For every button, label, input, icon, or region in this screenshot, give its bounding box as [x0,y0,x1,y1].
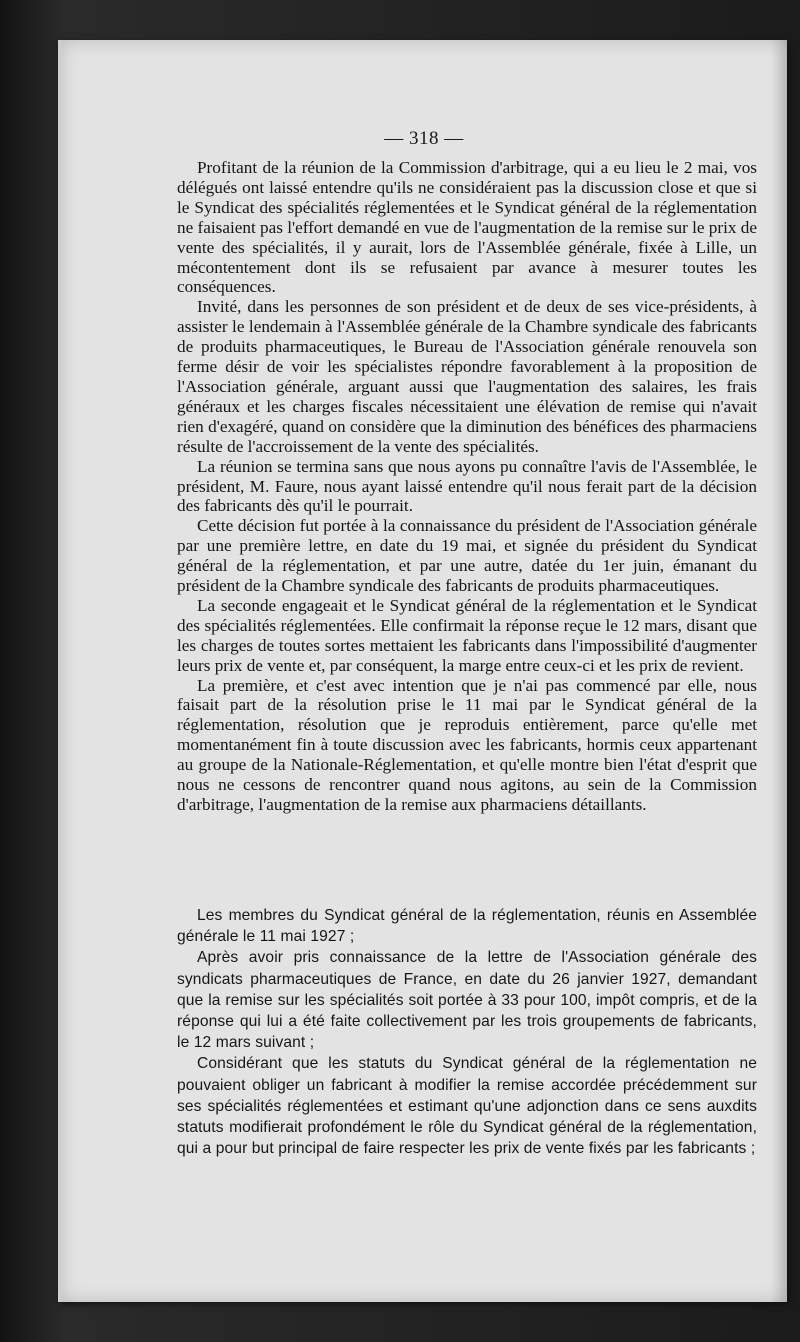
paragraph: La réunion se termina sans que nous ayons pu connaître l'avis de l'Assemblée, le président, M. Faure, nous ayant laissé entendre qu'il nous ferait part de la décision des fabricants dès qu'il le pourrait. [177,456,757,516]
document-page [58,40,787,1302]
resolution-quote [177,905,757,1159]
paragraph: La seconde engageait et le Syndicat général de la réglementation et le Syndicat des spécialités réglementées. Elle confirmait la réponse reçue le 12 mars, disant que les charges de toutes sortes mettaient les fabricants dans l'impossibilité d'augmenter leurs prix de vente et, par conséquent, la marge entre ceux-ci et les prix de revient. [177,595,757,675]
resolution-paragraph: Après avoir pris connaissance de la lettre de l'Association générale des syndicats pharmaceutiques de France, en date du 26 janvier 1927, demandant que la remise sur les spécialités soit portée à 33 pour 100, impôt compris, et de la réponse qui lui a été faite collectivement par les trois groupements de fabricants, le 12 mars suivant ; [177,949,757,1052]
page-edge-shadow [771,40,787,1302]
report-body [177,158,757,815]
resolution-paragraph: Les membres du Syndicat général de la réglementation, réunis en Assemblée générale le 11 mai 1927 ; [177,907,757,946]
page-number: — 318 — [384,128,464,149]
paragraph: La première, et c'est avec intention que je n'ai pas commencé par elle, nous faisait part de la résolution prise le 11 mai par le Syndicat général de la réglementation, résolution que je reproduis entièrement, parce qu'elle met momentanément fin à toute discussion avec les fabricants, hormis ceux appartenant au groupe de la Nationale-Réglementation, et qu'elle montre bien l'état d'esprit que nous ne cessons de rencontrer quand nous agitons, au sein de la Commission d'arbitrage, l'augmentation de la remise aux pharmaciens détaillants. [177,675,757,814]
paragraph: Cette décision fut portée à la connaissance du président de l'Association générale par une première lettre, en date du 19 mai, et signée du président du Syndicat général de la réglementation, et par une autre, datée du 1er juin, émanant du président de la Chambre syndicale des fabricants de produits pharmaceutiques. [177,516,757,596]
paragraph: Profitant de la réunion de la Commission d'arbitrage, qui a eu lieu le 2 mai, vos délégués ont laissé entendre qu'ils ne considéraient pas la discussion close et que si le Syndicat des spécialités réglementées et le Syndicat général de la réglementation ne faisaient pas l'effort demandé en vue de l'augmentation de la remise sur le prix de vente des spécialités, il y aurait, lors de l'Assemblée générale, fixée à Lille, un mécontentement dont ils se refusaient par avance à mesurer toutes les conséquences. [177,158,758,297]
resolution-paragraph: Considérant que les statuts du Syndicat général de la réglementation ne pouvaient obliger un fabricant à modifier la remise accordée précédemment sur ses spécialités réglementées et estimant qu'une adjonction dans ce sens auxdits statuts modifierait profondément le rôle du Syndicat général de la réglementation, qui a pour but principal de faire respecter les prix de vente fixés par les fabricants ; [177,1055,757,1158]
paragraph: Invité, dans les personnes de son président et de deux de ses vice-présidents, à assister le lendemain à l'Assemblée générale de la Chambre syndicale des fabricants de produits pharmaceutiques, le Bureau de l'Association générale renouvela son ferme désir de voir les spécialistes répondre favorablement à la proposition de l'Association générale, arguant aussi que l'augmentation des salaires, les frais généraux et les charges fiscales nécessitaient une élévation de remise qui n'avait rien d'exagéré, quand on considère que la diminution des bénéfices des pharmaciens résulte de l'accroissement de la vente des spécialités. [177,297,757,456]
